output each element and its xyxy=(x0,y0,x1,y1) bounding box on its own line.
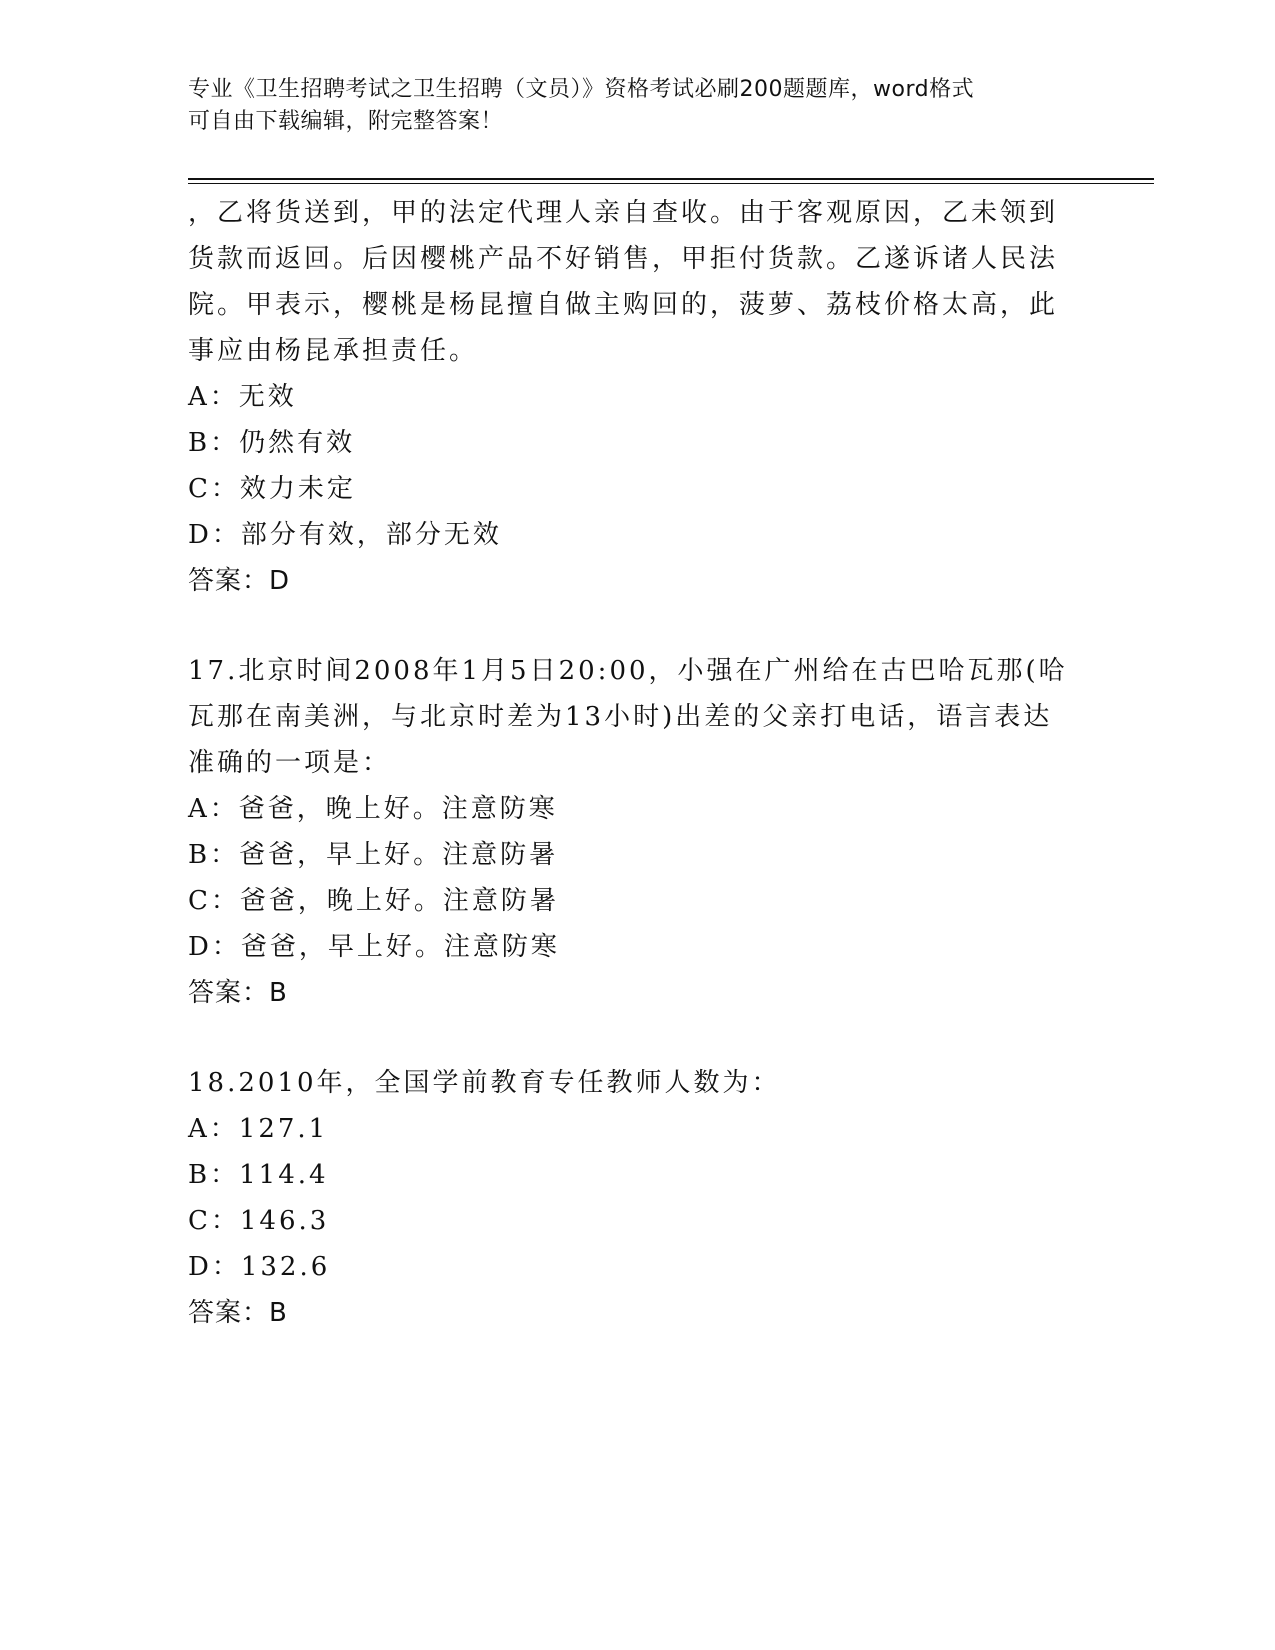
question-18 xyxy=(188,1060,1068,1336)
header-title-line-2: 可自由下载编辑，附完整答案！ xyxy=(188,109,504,134)
option-c: C：爸爸，晚上好。注意防暑 xyxy=(188,886,559,916)
option-b: B：爸爸，早上好。注意防暑 xyxy=(188,840,559,870)
option-c: C：效力未定 xyxy=(188,474,356,504)
option-a: A：爸爸，晚上好。注意防寒 xyxy=(188,794,558,824)
option-b: B：仍然有效 xyxy=(188,428,356,458)
question-16-continued xyxy=(188,190,1068,604)
question-text-line: 事应由杨昆承担责任。 xyxy=(188,336,479,366)
header-divider-thin xyxy=(188,183,1154,184)
option-c: C：146.3 xyxy=(188,1206,330,1236)
page-header xyxy=(188,74,1068,138)
option-a: A：127.1 xyxy=(188,1114,329,1144)
question-text-line: 货款而返回。后因樱桃产品不好销售，甲拒付货款。乙遂诉诸人民法 xyxy=(188,244,1059,274)
option-d: D：爸爸，早上好。注意防寒 xyxy=(188,932,560,962)
question-text-line: 17.北京时间2008年1月5日20:00，小强在广州给在古巴哈瓦那(哈 xyxy=(188,656,1068,686)
option-a: A：无效 xyxy=(188,382,297,412)
option-d: D：部分有效，部分无效 xyxy=(188,520,502,550)
question-content xyxy=(188,190,1068,1380)
answer-line: 答案：D xyxy=(188,566,291,596)
question-text-line: 18.2010年，全国学前教育专任教师人数为： xyxy=(188,1068,781,1098)
question-text-line: 院。甲表示，樱桃是杨昆擅自做主购回的，菠萝、荔枝价格太高，此 xyxy=(188,290,1059,320)
answer-line: 答案：B xyxy=(188,1298,288,1328)
option-d: D：132.6 xyxy=(188,1252,331,1282)
question-text-line: 准确的一项是： xyxy=(188,748,392,778)
header-divider-thick xyxy=(188,178,1154,180)
header-title-line-1: 专业《卫生招聘考试之卫生招聘（文员）》资格考试必刷200题题库，word格式 xyxy=(188,77,975,102)
question-17 xyxy=(188,648,1068,1016)
question-text-line: 瓦那在南美洲，与北京时差为13小时)出差的父亲打电话，语言表达 xyxy=(188,702,1053,732)
answer-line: 答案：B xyxy=(188,978,288,1008)
question-text-line: ，乙将货送到，甲的法定代理人亲自查收。由于客观原因，乙未领到 xyxy=(188,198,1059,228)
option-b: B：114.4 xyxy=(188,1160,329,1190)
